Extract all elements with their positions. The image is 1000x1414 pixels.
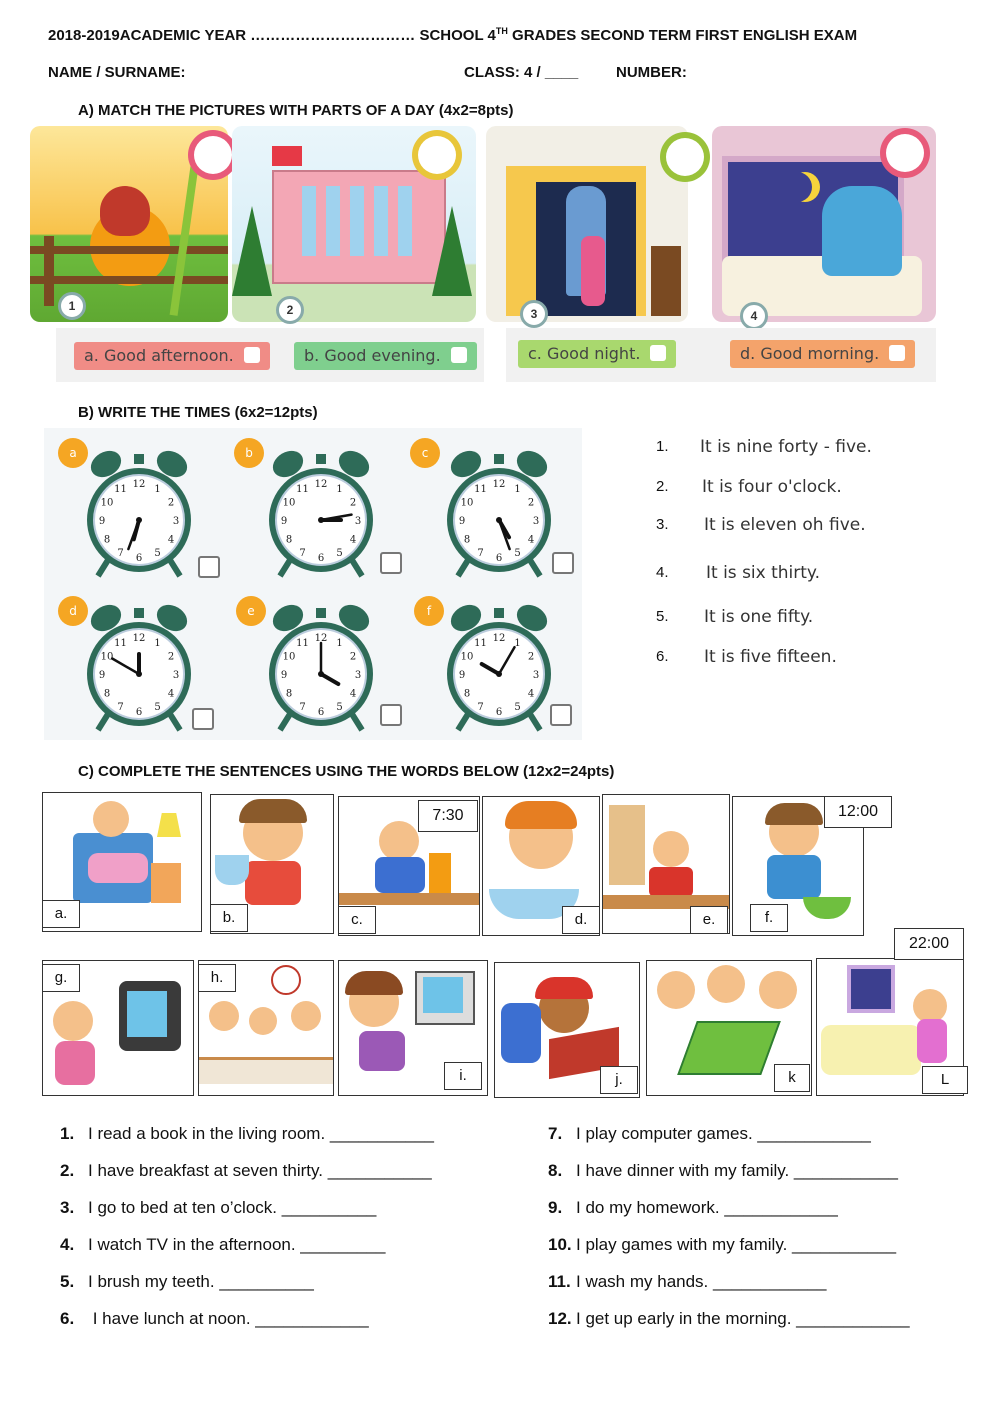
svg-text:6: 6 xyxy=(317,553,325,564)
svg-text:12: 12 xyxy=(314,633,328,644)
svg-text:2: 2 xyxy=(349,651,357,663)
time-sentence: It is five fifteen. xyxy=(704,647,837,667)
sentence-item[interactable]: 2. I have breakfast at seven thirty. ___________ xyxy=(60,1161,432,1180)
svg-text:3: 3 xyxy=(172,670,180,681)
svg-text:4: 4 xyxy=(349,688,357,700)
svg-text:10: 10 xyxy=(460,497,474,509)
svg-text:8: 8 xyxy=(463,534,471,546)
name-label: NAME / SURNAME: xyxy=(48,64,186,81)
label-good-evening[interactable] xyxy=(294,342,477,370)
svg-text:11: 11 xyxy=(474,638,487,649)
svg-text:1: 1 xyxy=(154,638,161,649)
svg-text:10: 10 xyxy=(100,651,114,663)
svg-text:12: 12 xyxy=(132,479,146,490)
answer-checkbox[interactable] xyxy=(192,708,214,730)
svg-text:3: 3 xyxy=(354,516,362,527)
number-label: NUMBER: xyxy=(616,64,687,81)
time-sentence: It is eleven oh five. xyxy=(704,515,866,535)
sentence-item[interactable]: 12. I get up early in the morning. ____________ xyxy=(548,1309,910,1328)
answer-checkbox[interactable] xyxy=(380,704,402,726)
time-tag: 12:00 xyxy=(824,796,892,828)
svg-text:9: 9 xyxy=(280,670,288,681)
svg-text:8: 8 xyxy=(103,688,111,700)
section-b-title: B) WRITE THE TIMES (6x2=12pts) xyxy=(78,404,318,421)
svg-text:12: 12 xyxy=(314,479,328,490)
svg-text:7: 7 xyxy=(117,702,124,713)
label-text: a. Good afternoon. xyxy=(84,346,234,365)
picture-letter: c. xyxy=(338,906,376,934)
picture-letter: j. xyxy=(600,1066,638,1094)
time-number: 4. xyxy=(656,564,669,581)
svg-text:5: 5 xyxy=(336,548,343,559)
svg-text:6: 6 xyxy=(495,553,503,564)
picture-letter: f. xyxy=(750,904,788,932)
alarm-clock-icon xyxy=(84,594,194,734)
svg-text:1: 1 xyxy=(336,638,343,649)
picture-evening xyxy=(486,126,688,322)
svg-text:4: 4 xyxy=(349,534,357,546)
svg-text:11: 11 xyxy=(296,484,309,495)
svg-text:11: 11 xyxy=(114,484,127,495)
picture-number: 3 xyxy=(520,300,548,328)
label-text: d. Good morning. xyxy=(740,344,880,363)
svg-text:1: 1 xyxy=(154,484,161,495)
sentence-item[interactable]: 3. I go to bed at ten o’clock. __________ xyxy=(60,1198,377,1217)
time-sentence: It is four o'clock. xyxy=(702,477,842,497)
svg-text:9: 9 xyxy=(280,516,288,527)
svg-text:2: 2 xyxy=(527,497,535,509)
svg-text:7: 7 xyxy=(299,548,306,559)
svg-text:7: 7 xyxy=(117,548,124,559)
answer-checkbox[interactable] xyxy=(889,345,905,361)
svg-text:5: 5 xyxy=(154,548,161,559)
svg-text:4: 4 xyxy=(167,534,175,546)
answer-checkbox[interactable] xyxy=(244,347,260,363)
sentence-item[interactable]: 11. I wash my hands. ____________ xyxy=(548,1272,827,1291)
svg-text:9: 9 xyxy=(98,516,106,527)
label-good-night[interactable] xyxy=(518,340,676,368)
answer-checkbox[interactable] xyxy=(650,345,666,361)
sentence-item[interactable]: 9. I do my homework. ____________ xyxy=(548,1198,838,1217)
svg-text:1: 1 xyxy=(514,638,521,649)
answer-checkbox[interactable] xyxy=(550,704,572,726)
class-label: CLASS: 4 / ____ xyxy=(464,64,579,81)
picture-letter: d. xyxy=(562,906,600,934)
svg-text:8: 8 xyxy=(285,688,293,700)
sentence-item[interactable]: 4. I watch TV in the afternoon. _________ xyxy=(60,1235,386,1254)
exam-title-part2: GRADES SECOND TERM FIRST ENGLISH EXAM xyxy=(507,27,858,44)
sentence-item[interactable]: 5. I brush my teeth. __________ xyxy=(60,1272,314,1291)
svg-text:2: 2 xyxy=(527,651,535,663)
time-tag: 22:00 xyxy=(894,928,964,960)
svg-text:6: 6 xyxy=(317,707,325,718)
picture-letter: e. xyxy=(690,906,728,934)
answer-checkbox[interactable] xyxy=(198,556,220,578)
answer-checkbox[interactable] xyxy=(380,552,402,574)
svg-text:5: 5 xyxy=(336,702,343,713)
svg-text:4: 4 xyxy=(527,688,535,700)
svg-text:2: 2 xyxy=(349,497,357,509)
section-a-title: A) MATCH THE PICTURES WITH PARTS OF A DAY (4x2=8pts) xyxy=(78,102,514,119)
wall-clock-icon xyxy=(880,128,930,178)
svg-text:10: 10 xyxy=(282,651,296,663)
time-number: 1. xyxy=(656,438,669,455)
svg-text:10: 10 xyxy=(460,651,474,663)
alarm-clock-icon xyxy=(266,594,376,734)
svg-text:3: 3 xyxy=(532,516,540,527)
time-tag: 7:30 xyxy=(418,800,478,832)
alarm-clock-icon xyxy=(444,594,554,734)
svg-text:2: 2 xyxy=(167,497,175,509)
picture-letter: i. xyxy=(444,1062,482,1090)
picture-number: 1 xyxy=(58,292,86,320)
wall-clock-icon xyxy=(660,132,710,182)
alarm-clock-icon xyxy=(444,440,554,580)
svg-text:5: 5 xyxy=(514,702,521,713)
svg-text:6: 6 xyxy=(135,707,143,718)
clock-letter-badge: b xyxy=(234,438,264,468)
exam-title xyxy=(48,26,857,44)
time-number: 3. xyxy=(656,516,669,533)
svg-text:7: 7 xyxy=(477,702,484,713)
svg-text:8: 8 xyxy=(463,688,471,700)
svg-text:1: 1 xyxy=(336,484,343,495)
svg-text:9: 9 xyxy=(98,670,106,681)
answer-checkbox[interactable] xyxy=(552,552,574,574)
svg-text:6: 6 xyxy=(495,707,503,718)
wall-clock-icon xyxy=(412,130,462,180)
picture-number: 2 xyxy=(276,296,304,324)
time-sentence: It is nine forty - five. xyxy=(700,437,872,457)
svg-text:10: 10 xyxy=(100,497,114,509)
svg-text:3: 3 xyxy=(532,670,540,681)
picture-letter: h. xyxy=(198,964,236,992)
time-number: 5. xyxy=(656,608,669,625)
picture-letter: k xyxy=(774,1064,810,1092)
svg-text:3: 3 xyxy=(354,670,362,681)
picture-number: 4 xyxy=(740,302,768,330)
picture-letter: L xyxy=(922,1066,968,1094)
exam-title-part1: 2018-2019ACADEMIC YEAR …………………………… SCHOOL 4 xyxy=(48,27,496,44)
svg-text:4: 4 xyxy=(527,534,535,546)
alarm-clock-icon xyxy=(84,440,194,580)
svg-text:4: 4 xyxy=(167,688,175,700)
time-sentence: It is six thirty. xyxy=(706,563,820,583)
svg-text:9: 9 xyxy=(458,670,466,681)
section-c-title: C) COMPLETE THE SENTENCES USING THE WORDS BELOW (12x2=24pts) xyxy=(78,763,615,780)
svg-text:8: 8 xyxy=(103,534,111,546)
sentence-item[interactable]: 8. I have dinner with my family. ___________ xyxy=(548,1161,898,1180)
svg-text:3: 3 xyxy=(172,516,180,527)
time-number: 6. xyxy=(656,648,669,665)
wall-clock-icon xyxy=(188,130,238,180)
sentence-item[interactable]: 1. I read a book in the living room. ___________ xyxy=(60,1124,434,1143)
sentence-item[interactable]: 7. I play computer games. ____________ xyxy=(548,1124,871,1143)
answer-checkbox[interactable] xyxy=(451,347,467,363)
svg-text:10: 10 xyxy=(282,497,296,509)
label-good-morning[interactable] xyxy=(730,340,915,368)
svg-text:7: 7 xyxy=(477,548,484,559)
sentence-item[interactable]: 6. I have lunch at noon. ____________ xyxy=(60,1309,369,1328)
svg-text:7: 7 xyxy=(299,702,306,713)
svg-text:9: 9 xyxy=(458,516,466,527)
svg-text:11: 11 xyxy=(474,484,487,495)
svg-text:12: 12 xyxy=(492,633,506,644)
svg-text:2: 2 xyxy=(167,651,175,663)
label-text: b. Good evening. xyxy=(304,346,441,365)
svg-text:5: 5 xyxy=(514,548,521,559)
svg-text:5: 5 xyxy=(154,702,161,713)
svg-text:11: 11 xyxy=(296,638,309,649)
svg-text:11: 11 xyxy=(114,638,127,649)
clock-letter-badge: f xyxy=(414,596,444,626)
clock-letter-badge: e xyxy=(236,596,266,626)
time-number: 2. xyxy=(656,478,669,495)
clock-letter-badge: c xyxy=(410,438,440,468)
picture-letter: g. xyxy=(42,964,80,992)
svg-text:1: 1 xyxy=(514,484,521,495)
sentence-item[interactable]: 10. I play games with my family. ___________ xyxy=(548,1235,897,1254)
clock-letter-badge: a xyxy=(58,438,88,468)
exam-title-th: TH xyxy=(495,26,508,36)
svg-text:6: 6 xyxy=(135,553,143,564)
svg-text:12: 12 xyxy=(132,633,146,644)
time-sentence: It is one fifty. xyxy=(704,607,814,627)
alarm-clock-icon xyxy=(266,440,376,580)
picture-letter: b. xyxy=(210,904,248,932)
clock-letter-badge: d xyxy=(58,596,88,626)
label-text: c. Good night. xyxy=(528,344,641,363)
label-good-afternoon[interactable] xyxy=(74,342,270,370)
svg-text:12: 12 xyxy=(492,479,506,490)
svg-text:8: 8 xyxy=(285,534,293,546)
picture-letter: a. xyxy=(42,900,80,928)
